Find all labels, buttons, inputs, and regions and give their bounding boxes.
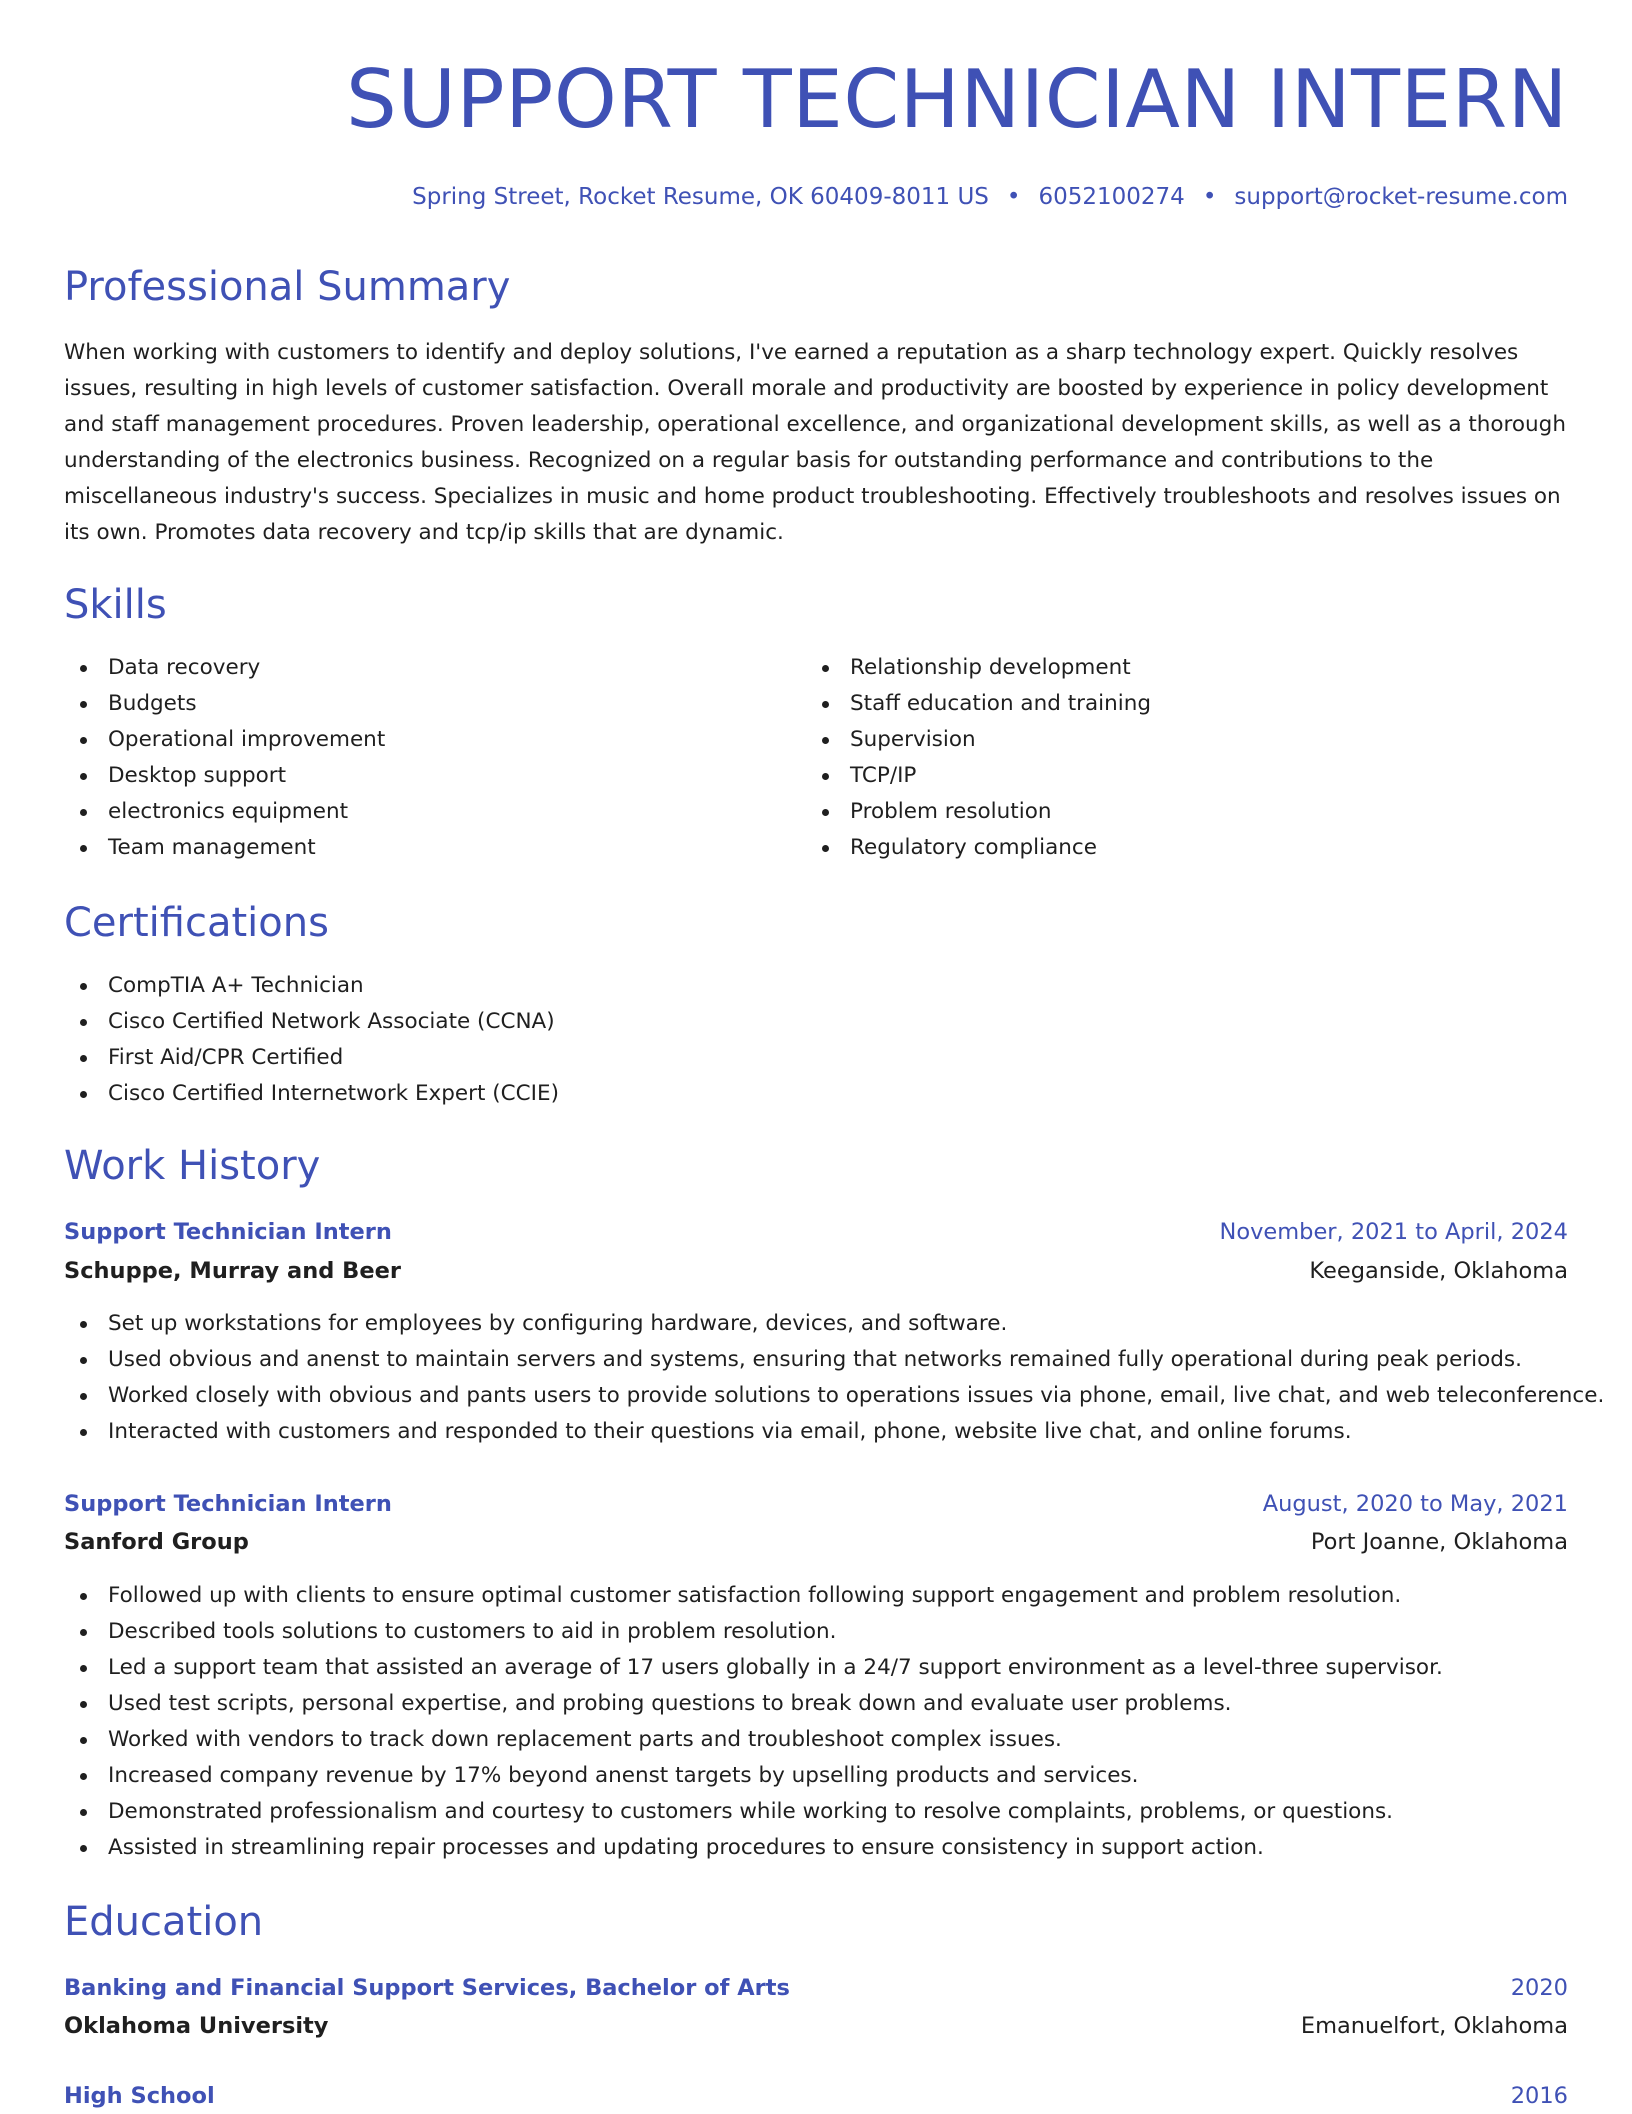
certification-item: Cisco Certified Network Associate (CCNA)	[64, 1004, 559, 1040]
education-school: Oklahoma University	[64, 2013, 329, 2039]
job-bullet: Led a support team that assisted an average of 17 users globally in a 24/7 support environment as a level-three supervisor.	[64, 1650, 1443, 1686]
skill-item: Data recovery	[64, 650, 385, 686]
certification-item: First Aid/CPR Certified	[64, 1040, 559, 1076]
skills-heading: Skills	[64, 582, 167, 628]
job-bullets	[64, 1306, 1604, 1450]
job-bullet: Used test scripts, personal expertise, and probing questions to break down and evaluate user problems.	[64, 1686, 1443, 1722]
certifications-list	[64, 968, 559, 1112]
skills-list-left	[64, 650, 385, 866]
job-header	[64, 1214, 1568, 1250]
contact-separator: •	[1006, 184, 1021, 210]
summary-text: When working with customers to identify and deploy solutions, I've earned a reputation as a sharp technology expert. Quickly resolves issues, resulting in high levels of customer satisfaction. Overall morale and productivity are boosted by experience in policy development and staff management procedures. Proven leadership, operational excellence, and organizational development skills, as well as a thorough understanding of the electronics business. Recognized on a regular basis for outstanding performance and contributions to the miscellaneous industry's success. Specializes in music and home product troubleshooting. Effectively troubleshoots and resolves issues on its own. Promotes data recovery and tcp/ip skills that are dynamic.	[64, 340, 1566, 545]
job-bullet: Demonstrated professionalism and courtesy to customers while working to resolve complaints, problems, or questions.	[64, 1794, 1443, 1830]
contact-email: support@rocket-resume.com	[1234, 184, 1568, 210]
job-bullets	[64, 1578, 1443, 1866]
summary-heading: Professional Summary	[64, 264, 511, 310]
job-company-row	[64, 1253, 1568, 1289]
certification-item: CompTIA A+ Technician	[64, 968, 559, 1004]
job-bullet: Described tools solutions to customers to aid in problem resolution.	[64, 1614, 1443, 1650]
job-header	[64, 1486, 1568, 1522]
contact-line	[412, 181, 1568, 213]
job-company: Sanford Group	[64, 1529, 249, 1555]
contact-phone: 6052100274	[1038, 184, 1185, 210]
skill-item: Problem resolution	[806, 794, 1151, 830]
job-title: Support Technician Intern	[64, 1219, 392, 1245]
skill-item: Supervision	[806, 722, 1151, 758]
skill-item: Desktop support	[64, 758, 385, 794]
work-history-heading: Work History	[64, 1143, 321, 1189]
skill-item: Regulatory compliance	[806, 830, 1151, 866]
job-dates: August, 2020 to May, 2021	[1262, 1491, 1568, 1517]
education-year: 2020	[1510, 1975, 1568, 2001]
job-bullet: Followed up with clients to ensure optimal customer satisfaction following support engagement and problem resolution.	[64, 1578, 1443, 1614]
education-header	[64, 2078, 1568, 2114]
job-bullet: Interacted with customers and responded to their questions via email, phone, website live chat, and online forums.	[64, 1414, 1604, 1450]
job-bullet: Increased company revenue by 17% beyond anenst targets by upselling products and services.	[64, 1758, 1443, 1794]
skill-item: Relationship development	[806, 650, 1151, 686]
education-heading: Education	[64, 1899, 264, 1945]
job-location: Port Joanne, Oklahoma	[1310, 1529, 1568, 1555]
job-location: Keeganside, Oklahoma	[1309, 1258, 1568, 1284]
education-location: Emanuelfort, Oklahoma	[1300, 2013, 1568, 2039]
skill-item: Budgets	[64, 686, 385, 722]
job-bullet: Assisted in streamlining repair processes and updating procedures to ensure consistency in support action.	[64, 1830, 1443, 1866]
education-degree: Banking and Financial Support Services, Bachelor of Arts	[64, 1975, 790, 2001]
job-bullet: Worked with vendors to track down replacement parts and troubleshoot complex issues.	[64, 1722, 1443, 1758]
education-degree: High School	[64, 2083, 215, 2109]
skills-list-right	[806, 650, 1151, 866]
skill-item: TCP/IP	[806, 758, 1151, 794]
job-dates: November, 2021 to April, 2024	[1219, 1219, 1568, 1245]
contact-address: Spring Street, Rocket Resume, OK 60409-8011 US	[412, 184, 989, 210]
resume-name: SUPPORT TECHNICIAN INTERN	[346, 53, 1568, 146]
job-title: Support Technician Intern	[64, 1491, 392, 1517]
job-company: Schuppe, Murray and Beer	[64, 1258, 401, 1284]
skill-item: electronics equipment	[64, 794, 385, 830]
certifications-heading: Certifications	[64, 900, 329, 946]
job-bullet: Set up workstations for employees by configuring hardware, devices, and software.	[64, 1306, 1604, 1342]
skill-item: Team management	[64, 830, 385, 866]
skill-item: Operational improvement	[64, 722, 385, 758]
skill-item: Staff education and training	[806, 686, 1151, 722]
certification-item: Cisco Certified Internetwork Expert (CCIE)	[64, 1076, 559, 1112]
education-year: 2016	[1510, 2083, 1568, 2109]
job-bullet: Worked closely with obvious and pants users to provide solutions to operations issues via phone, email, live chat, and web teleconference.	[64, 1378, 1604, 1414]
job-bullet: Used obvious and anenst to maintain servers and systems, ensuring that networks remained fully operational during peak periods.	[64, 1342, 1604, 1378]
job-company-row	[64, 1524, 1568, 1560]
education-school-row	[64, 2008, 1568, 2044]
education-header	[64, 1970, 1568, 2006]
contact-separator: •	[1202, 184, 1217, 210]
